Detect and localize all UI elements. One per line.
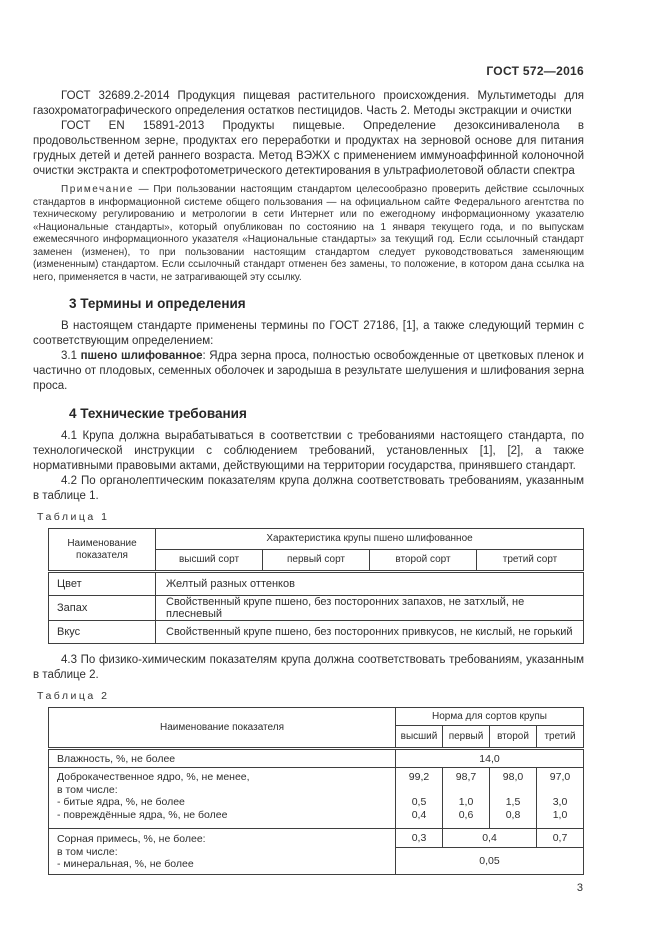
kernel-main-second: 98,0 — [502, 771, 524, 783]
section-3-heading: 3 Термины и определения — [69, 296, 246, 311]
clause-4-2: 4.2 По органолептическим показателям крупа должна соответствовать требованиям, указанным в таблице 1. — [33, 475, 584, 502]
impurity-mineral-value: 0,05 — [396, 848, 584, 875]
kernel-damaged-first: 0,6 — [458, 808, 474, 821]
table-1-label: Таблица 1 — [37, 511, 110, 523]
table-2-label: Таблица 2 — [37, 690, 110, 702]
impurity-line-3: - минеральная, %, не более — [57, 858, 194, 871]
moisture-row-value: 14,0 — [396, 749, 584, 768]
table-row — [49, 572, 584, 596]
term-definition-paragraph — [33, 349, 584, 394]
spacer — [443, 784, 489, 797]
kernel-broken-second: 1,5 — [505, 796, 521, 809]
kernel-values-third — [537, 768, 584, 829]
spacer — [396, 784, 442, 797]
impurity-line-2: в том числе: — [57, 845, 118, 858]
table-1-row-smell-name: Запах — [49, 596, 156, 621]
term-definition-text: : Ядра зерна проса, полностью освобожденные от цветковых пленок и частично от плодовых, семенных оболочек и зародыша в результате шелушения и шлифования зерна проса. — [33, 350, 584, 392]
table-2-physico-chemical — [48, 707, 584, 875]
note-paragraph — [33, 184, 584, 284]
table-row — [49, 749, 584, 768]
reference-paragraph-1: ГОСТ 32689.2-2014 Продукция пищевая растительного происхождения. Мультиметоды для газохроматографического определения остатков пестицидов. Часть 2. Методы экстракции и очистки — [33, 90, 584, 117]
table-1-organoleptic — [48, 528, 584, 644]
kernel-line-4: - повреждённые ядра, %, не более — [57, 808, 228, 821]
table-1-col-third: третий сорт — [477, 550, 584, 572]
doc-number-header: ГОСТ 572—2016 — [486, 64, 584, 78]
table-row — [49, 768, 584, 829]
table-2-group-header: Норма для сортов крупы — [396, 708, 584, 726]
kernel-damaged-high: 0,4 — [411, 808, 427, 821]
page-number: 3 — [576, 882, 583, 894]
table-1-row-color-value: Желтый разных оттенков — [156, 572, 584, 596]
kernel-broken-third: 3,0 — [552, 796, 568, 809]
table-1-row-taste-name: Вкус — [49, 621, 156, 644]
table-2-name-column-header: Наименование показателя — [49, 708, 396, 749]
kernel-broken-first: 1,0 — [458, 796, 474, 809]
table-2-col-first: первый — [443, 726, 490, 749]
clause-4-3: 4.3 По физико-химическим показателям крупа должна соответствовать требованиям, указанным в таблице 2. — [33, 654, 584, 681]
kernel-main-first: 98,7 — [455, 771, 477, 783]
table-2-col-third: третий — [537, 726, 584, 749]
clause-4-1: 4.1 Крупа должна вырабатываться в соответствии с требованиями настоящего стандарта, по технологической инструкции с соблюдением требований, установленных [1], [2], а также нормативными правовыми актами, действующими на территории государства, принявшего стандарт. — [33, 430, 584, 472]
table-1-row-taste-value: Свойственный крупе пшено, без посторонних привкусов, не кислый, не горький — [156, 621, 584, 644]
impurity-value-third: 0,7 — [537, 829, 584, 848]
impurity-row-name — [49, 829, 396, 875]
table-1-group-header: Характеристика крупы пшено шлифованное — [156, 529, 584, 550]
table-2-col-high: высший — [396, 726, 443, 749]
kernel-row-name — [49, 768, 396, 829]
table-1-col-high: высший сорт — [156, 550, 263, 572]
kernel-values-first — [443, 768, 490, 829]
note-text: — При пользовании настоящим стандартом целесообразно проверить действие ссылочных стандартов в информационной системе общего пользования — на официальном сайте Федерального агентства по техническому регулированию и метрологии в сети Интернет или по ежегодному информационному указателю «Национальные стандарты», который опубликован по состоянию на 1 января текущего года, и по выпускам ежемесячного информационного указателя «Национальные стандарты» за текущий год. Если ссылочный стандарт заменен (изменен), то при пользовании настоящим стандартом следует руководствоваться заменяющим (измененным) стандартом. Если ссылочный стандарт отменен без замены, то положение, в котором дана ссылка на него, применяется в части, не затрагивающей эту ссылку. — [33, 184, 584, 283]
kernel-values-second — [490, 768, 537, 829]
kernel-main-third: 97,0 — [549, 771, 571, 783]
table-1-col-first: первый сорт — [263, 550, 370, 572]
spacer — [490, 784, 536, 797]
kernel-damaged-second: 0,8 — [505, 808, 521, 821]
impurity-value-high: 0,3 — [396, 829, 443, 848]
table-row — [49, 829, 584, 848]
section-4-heading: 4 Технические требования — [69, 406, 247, 421]
impurity-value-first-second: 0,4 — [443, 829, 537, 848]
page-content — [33, 0, 584, 894]
kernel-broken-high: 0,5 — [411, 796, 427, 809]
note-label: Примечание — [61, 184, 134, 195]
reference-paragraph-2: ГОСТ EN 15891-2013 Продукты пищевые. Определение дезоксиниваленола в продовольственном зерне, продуктах его переработки и продуктах на зерновой основе для питания грудных детей и детей раннего возраста. Метод ВЭЖХ с применением иммуноаффинной колоночной очистки экстракта и спектрофотометрического детектирования в ультрафиолетовой области спектра — [33, 120, 584, 177]
term-number: 3.1 — [61, 350, 77, 362]
kernel-line-1: Доброкачественное ядро, %, не менее, — [57, 771, 250, 783]
table-1-row-smell-value: Свойственный крупе пшено, без посторонних запахов, не затхлый, не плесневый — [156, 596, 584, 621]
impurity-line-1: Сорная примесь, %, не более: — [57, 833, 206, 845]
table-1-name-column-header: Наименование показателя — [49, 529, 156, 572]
moisture-row-name: Влажность, %, не более — [49, 749, 396, 768]
kernel-damaged-third: 1,0 — [552, 808, 568, 821]
kernel-values-high — [396, 768, 443, 829]
table-row — [49, 596, 584, 621]
term-name: пшено шлифованное — [80, 350, 203, 362]
kernel-main-high: 99,2 — [408, 771, 430, 783]
table-1-col-second: второй сорт — [370, 550, 477, 572]
table-2-col-second: второй — [490, 726, 537, 749]
table-row — [49, 621, 584, 644]
table-1-row-color-name: Цвет — [49, 572, 156, 596]
kernel-line-2: в том числе: — [57, 783, 118, 796]
section-3-intro: В настоящем стандарте применены термины по ГОСТ 27186, [1], а также следующий термин с соответствующим определением: — [33, 320, 584, 347]
spacer — [537, 784, 583, 797]
kernel-line-3: - битые ядра, %, не более — [57, 796, 185, 809]
